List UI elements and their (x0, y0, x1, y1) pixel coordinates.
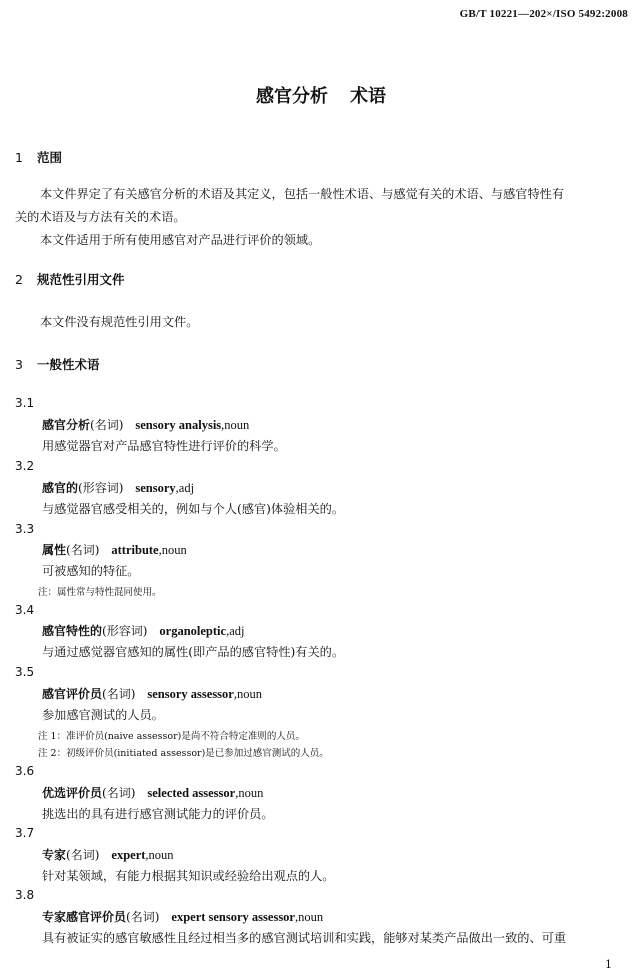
term-heading (42, 541, 187, 558)
term-definition: 具有被证实的感官敏感性且经过相当多的感官测试培训和实践，能够对某类产品做出一致的、可重 (42, 931, 567, 945)
term-definition: 与感觉器官感受相关的，例如与个人(感官)体验相关的。 (42, 502, 345, 516)
term-number: 3.2 (15, 459, 35, 473)
term-en: expert (111, 848, 146, 862)
term-zh: 感官特性的 (42, 624, 103, 638)
term-heading (42, 416, 249, 433)
term-number: 3.3 (15, 522, 35, 536)
term-zh: 感官分析 (42, 418, 91, 432)
term-en: sensory (135, 481, 176, 495)
term-en: sensory analysis (135, 418, 222, 432)
term-number: 3.1 (15, 396, 35, 410)
term-en: organoleptic (159, 624, 227, 638)
term-pos: (名词) (102, 687, 136, 701)
scope-line-1: 本文件界定了有关感官分析的术语及其定义，包括一般性术语、与感觉有关的术语、与感官特性有 (40, 187, 565, 201)
term-number: 3.4 (15, 603, 35, 617)
term-heading (42, 622, 244, 639)
section-number: 1 (15, 150, 23, 165)
term-en: sensory assessor (147, 687, 234, 701)
term-note: 注 1：准评价员(naive assessor)是尚不符合特定准则的人员。 (38, 731, 305, 742)
section-number: 2 (15, 272, 23, 287)
term-definition: 针对某领域，有能力根据其知识或经验给出观点的人。 (42, 869, 335, 883)
term-definition: 与通过感觉器官感知的属性(即产品的感官特性)有关的。 (42, 645, 345, 659)
term-pos: (名词) (66, 543, 100, 557)
term-note: 注：属性常与特性混同使用。 (38, 587, 162, 598)
term-zh: 专家感官评价员 (42, 910, 127, 924)
term-pos: (名词) (66, 848, 100, 862)
section-title: 规范性引用文件 (37, 272, 125, 287)
term-definition: 可被感知的特征。 (42, 564, 140, 578)
term-heading (42, 784, 263, 801)
section-heading-normative (15, 270, 125, 288)
term-pos-en: ,noun (233, 687, 262, 701)
term-zh: 专家 (42, 848, 67, 862)
section-title: 范围 (37, 150, 63, 165)
section-heading-general-terms (15, 355, 100, 373)
term-pos: (形容词) (78, 481, 124, 495)
term-zh: 感官评价员 (42, 687, 103, 701)
section-number: 3 (15, 357, 23, 372)
term-number: 3.6 (15, 764, 35, 778)
term-en: expert sensory assessor (171, 910, 295, 924)
term-definition: 挑选出的具有进行感官测试能力的评价员。 (42, 807, 274, 821)
term-pos: (名词) (126, 910, 160, 924)
term-pos-en: ,adj (175, 481, 195, 495)
scope-line-2: 关的术语及与方法有关的术语。 (15, 210, 186, 224)
normative-text: 本文件没有规范性引用文件。 (40, 315, 199, 329)
title-part-1: 感官分析 (256, 86, 328, 107)
scope-paragraph-1 (15, 183, 627, 252)
term-number: 3.5 (15, 665, 35, 679)
term-pos-en: ,noun (221, 418, 250, 432)
page-number: 1 (605, 958, 612, 971)
title-part-2: 术语 (350, 86, 386, 107)
term-zh: 属性 (42, 543, 67, 557)
term-en: selected assessor (147, 786, 236, 800)
term-number: 3.8 (15, 888, 35, 902)
term-pos-en: ,noun (158, 543, 187, 557)
term-pos: (名词) (90, 418, 124, 432)
term-pos: (名词) (102, 786, 136, 800)
scope-paragraph-2: 本文件适用于所有使用感官对产品进行评价的领域。 (40, 233, 321, 247)
term-heading (42, 846, 174, 863)
term-number: 3.7 (15, 826, 35, 840)
term-definition: 参加感官测试的人员。 (42, 708, 164, 722)
term-heading (42, 685, 262, 702)
section-title: 一般性术语 (37, 357, 100, 372)
document-code-header: GB/T 10221—202×/ISO 5492:2008 (459, 8, 628, 20)
term-pos: (形容词) (102, 624, 148, 638)
term-definition: 用感觉器官对产品感官特性进行评价的科学。 (42, 439, 286, 453)
term-pos-en: ,adj (226, 624, 245, 638)
term-zh: 感官的 (42, 481, 79, 495)
term-pos-en: ,noun (145, 848, 174, 862)
section-heading-scope (15, 148, 62, 166)
document-title (0, 82, 642, 108)
term-pos-en: ,noun (235, 786, 264, 800)
normative-paragraph (15, 311, 627, 334)
term-note: 注 2：初级评价员(initiated assessor)是已参加过感官测试的人员。 (38, 748, 329, 759)
term-heading (42, 479, 194, 496)
term-heading (42, 908, 323, 925)
term-en: attribute (111, 543, 159, 557)
term-zh: 优选评价员 (42, 786, 103, 800)
term-pos-en: ,noun (294, 910, 324, 924)
